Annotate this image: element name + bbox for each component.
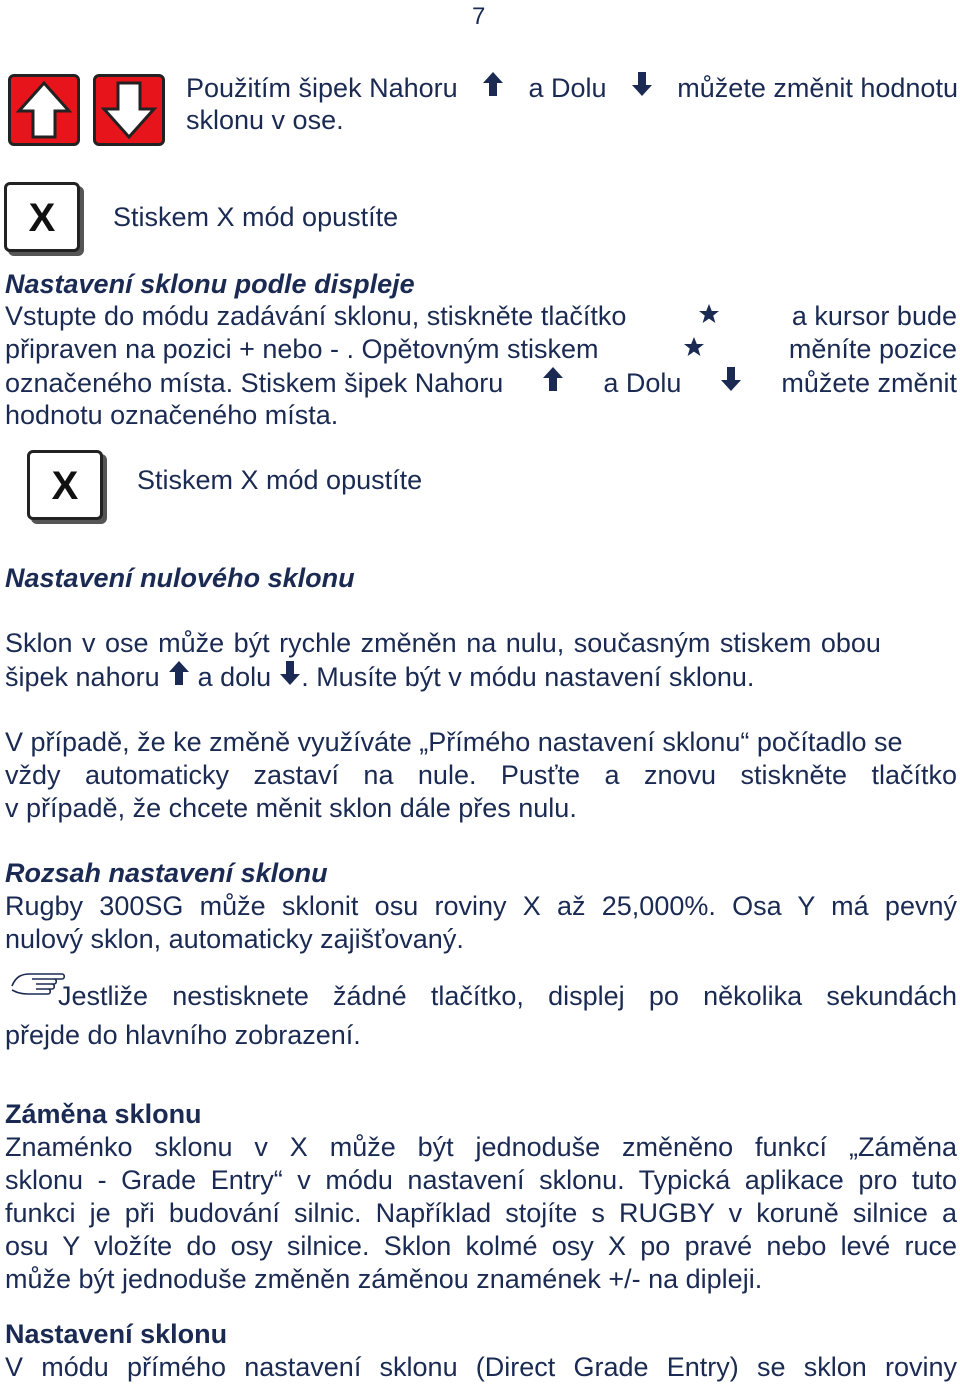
down-arrow-icon xyxy=(720,366,742,400)
zero-line-2-c: . Musíte být v módu nastavení sklonu. xyxy=(301,661,755,692)
direct-line-2: vždy automaticky zastaví na nule. Pusťte a znovu stiskněte tlačítko xyxy=(5,760,957,790)
setting-line-1: V módu přímého nastavení sklonu (Direct Grade Entry) se sklon roviny xyxy=(5,1352,957,1382)
swap-section-title: Záměna sklonu xyxy=(5,1099,202,1129)
page-number: 7 xyxy=(472,3,486,30)
direct-line-3: v případě, že chcete měnit sklon dále přes nulu. xyxy=(5,793,577,823)
arrows-text-a: Použitím šipek Nahoru xyxy=(186,72,458,103)
exit-note-2: Stiskem X mód opustíte xyxy=(137,465,423,495)
tip-line-2: přejde do hlavního zobrazení. xyxy=(5,1020,361,1050)
arrows-text-line2: sklonu v ose. xyxy=(186,105,344,135)
swap-line-4: osu Y vložíte do osy silnice. Sklon kolmé osy X po pravé nebo levé ruce xyxy=(5,1231,957,1261)
display-line-2-a: připraven na pozici + nebo - . Opětovným stiskem xyxy=(5,334,599,364)
display-line-3-c: můžete změnit xyxy=(781,367,957,398)
up-arrow-icon xyxy=(482,71,504,105)
down-arrow-key-icon xyxy=(93,74,165,146)
swap-line-2: sklonu - Grade Entry“ v módu nastavení sklonu. Typická aplikace pro tuto xyxy=(5,1165,957,1195)
range-line-2: nulový sklon, automaticky zajišťovaný. xyxy=(5,924,464,954)
display-section-title: Nastavení sklonu podle displeje xyxy=(5,269,415,299)
display-line-3 xyxy=(5,366,957,400)
swap-line-3: funkci je při budování silnic. Například stojíte s RUGBY v koruně silnice a xyxy=(5,1198,957,1228)
arrows-text-line1 xyxy=(186,71,958,105)
arrows-text-c: můžete změnit hodnotu xyxy=(677,72,958,103)
swap-line-5: může být jednoduše změněn záměnou znamének +/- na dipleji. xyxy=(5,1264,763,1294)
x-key-icon xyxy=(4,182,80,252)
up-arrow-icon xyxy=(542,366,564,400)
x-key-icon xyxy=(27,450,103,520)
swap-line-1: Znaménko sklonu v X může být jednoduše změněno funkcí „Záměna xyxy=(5,1132,957,1162)
direct-line-1: V případě, že ke změně využíváte „Přímého nastavení sklonu“ počítadlo se xyxy=(5,727,903,757)
zero-line-2-a: šipek nahoru xyxy=(5,661,160,692)
display-line-1-b: a kursor bude xyxy=(791,301,957,331)
exit-note-1: Stiskem X mód opustíte xyxy=(113,202,399,232)
setting-section-title: Nastavení sklonu xyxy=(5,1319,228,1349)
display-line-1-a: Vstupte do módu zadávání sklonu, stiskněte tlačítko xyxy=(5,301,627,331)
star-icon xyxy=(698,300,720,333)
zero-line-2-b: a dolu xyxy=(197,661,272,692)
range-section-title: Rozsah nastavení sklonu xyxy=(5,858,328,888)
tip-line-1: Jestliže nestisknete žádné tlačítko, displej po několika sekundách xyxy=(58,981,957,1011)
display-line-3-a: označeného místa. Stiskem šipek Nahoru xyxy=(5,367,504,398)
zero-section-title: Nastavení nulového sklonu xyxy=(5,563,355,593)
star-icon xyxy=(683,333,705,366)
display-line-2 xyxy=(5,333,957,366)
range-line-1: Rugby 300SG může sklonit osu roviny X až 25,000%. Osa Y má pevný xyxy=(5,891,957,921)
display-line-4: hodnotu označeného místa. xyxy=(5,400,339,430)
arrows-text-b: a Dolu xyxy=(528,72,607,103)
display-line-2-b: měníte pozice xyxy=(788,334,957,364)
up-arrow-key-icon xyxy=(8,74,80,146)
svg-text:X: X xyxy=(28,196,56,240)
down-arrow-icon xyxy=(631,71,653,105)
display-line-1 xyxy=(5,300,957,333)
zero-line-2 xyxy=(5,660,754,694)
svg-text:X: X xyxy=(51,464,79,508)
up-arrow-icon xyxy=(168,660,190,694)
display-line-3-b: a Dolu xyxy=(603,367,682,398)
zero-line-1: Sklon v ose může být rychle změněn na nulu, současným stiskem obou xyxy=(5,628,881,658)
down-arrow-icon xyxy=(279,660,301,694)
